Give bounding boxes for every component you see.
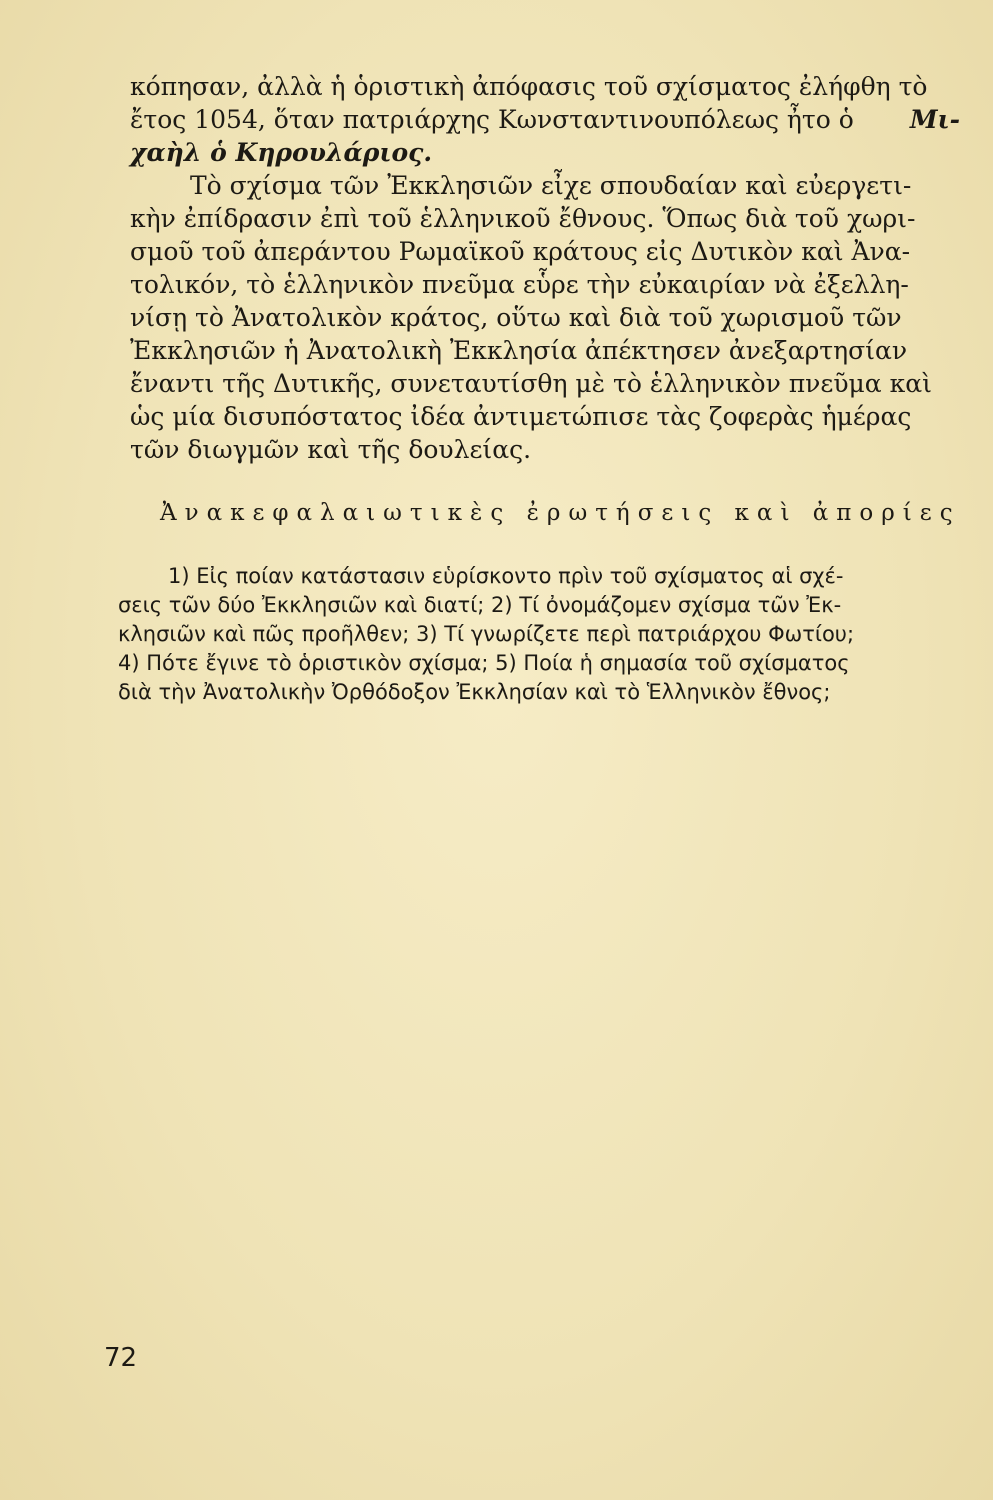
text-line-7: τολικόν, τὸ ἑλληνικὸν πνεῦμα εὗρε τὴν εὐκαιρίαν νὰ ἐξελλη- [130,270,909,299]
body-text [130,70,960,466]
text-line [130,136,960,169]
question-line [118,591,958,620]
text-line [130,169,960,202]
question-line-1: 1) Εἰς ποίαν κατάστασιν εὑρίσκοντο πρὶν τοῦ σχίσματος αἱ σχέ- [168,564,844,588]
question-line [118,562,958,591]
question-line-3: κλησιῶν καὶ πῶς προῆλθεν; 3) Τί γνωρίζετε περὶ πατριάρχου Φωτίου; [118,622,855,646]
text-line-11: ὡς μία δισυπόστατος ἰδέα ἀντιμετώπισε τὰς ζοφερὰς ἡμέρας [130,402,912,431]
text-line [130,334,960,367]
text-line-2: ἔτος 1054, ὅταν πατριάρχης Κωνσταντινουπόλεως ἦτο ὁ [130,105,854,134]
question-line [118,649,958,678]
text-line-4: Τὸ σχίσμα τῶν Ἐκκλησιῶν εἶχε σπουδαίαν καὶ εὐεργετι- [190,171,912,200]
text-line [130,301,960,334]
text-line-1: κόπησαν, ἀλλὰ ἡ ὁριστικὴ ἀπόφασις τοῦ σχίσματος ἐλήφθη τὸ [130,72,928,101]
text-line-8: νίσῃ τὸ Ἀνατολικὸν κράτος, οὕτω καὶ διὰ τοῦ χωρισμοῦ τῶν [130,303,902,332]
question-line-4: 4) Πότε ἔγινε τὸ ὁριστικὸν σχίσμα; 5) Ποία ἡ σημασία τοῦ σχίσματος [118,651,850,675]
text-line-6: σμοῦ τοῦ ἀπεράντου Ρωμαϊκοῦ κράτους εἰς Δυτικὸν καὶ Ἀνα- [130,237,911,266]
page-number: 72 [104,1343,138,1373]
name-part-1: Μι- [909,105,960,134]
question-line-2: σεις τῶν δύο Ἐκκλησιῶν καὶ διατί; 2) Τί ὀνομάζομεν σχίσμα τῶν Ἐκ- [118,593,842,617]
text-line [130,268,960,301]
text-line [130,202,960,235]
text-line-12: τῶν διωγμῶν καὶ τῆς δουλείας. [130,435,532,464]
text-line [130,433,960,466]
question-line [118,678,958,707]
text-line-10: ἔναντι τῆς Δυτικῆς, συνεταυτίσθη μὲ τὸ ἑλληνικὸν πνεῦμα καὶ [130,369,932,398]
text-line-5: κὴν ἐπίδρασιν ἐπὶ τοῦ ἑλληνικοῦ ἔθνους. Ὅπως διὰ τοῦ χωρι- [130,204,916,233]
text-line-9: Ἐκκλησιῶν ἡ Ἀνατολικὴ Ἐκκλησία ἀπέκτησεν ἀνεξαρτησίαν [130,336,908,365]
review-questions [118,562,958,707]
text-line [130,400,960,433]
text-line [130,70,960,103]
section-heading: Ἀνακεφαλαιωτικὲς ἐρωτήσεις καὶ ἀπορίες [160,500,961,526]
question-line [118,620,958,649]
question-line-5: διὰ τὴν Ἀνατολικὴν Ὀρθόδοξον Ἐκκλησίαν καὶ τὸ Ἑλληνικὸν ἔθνος; [118,680,831,704]
name-part-2: χαὴλ ὁ Κηρουλάριος. [130,138,433,167]
text-line [130,367,960,400]
text-line [130,103,960,136]
text-line [130,235,960,268]
